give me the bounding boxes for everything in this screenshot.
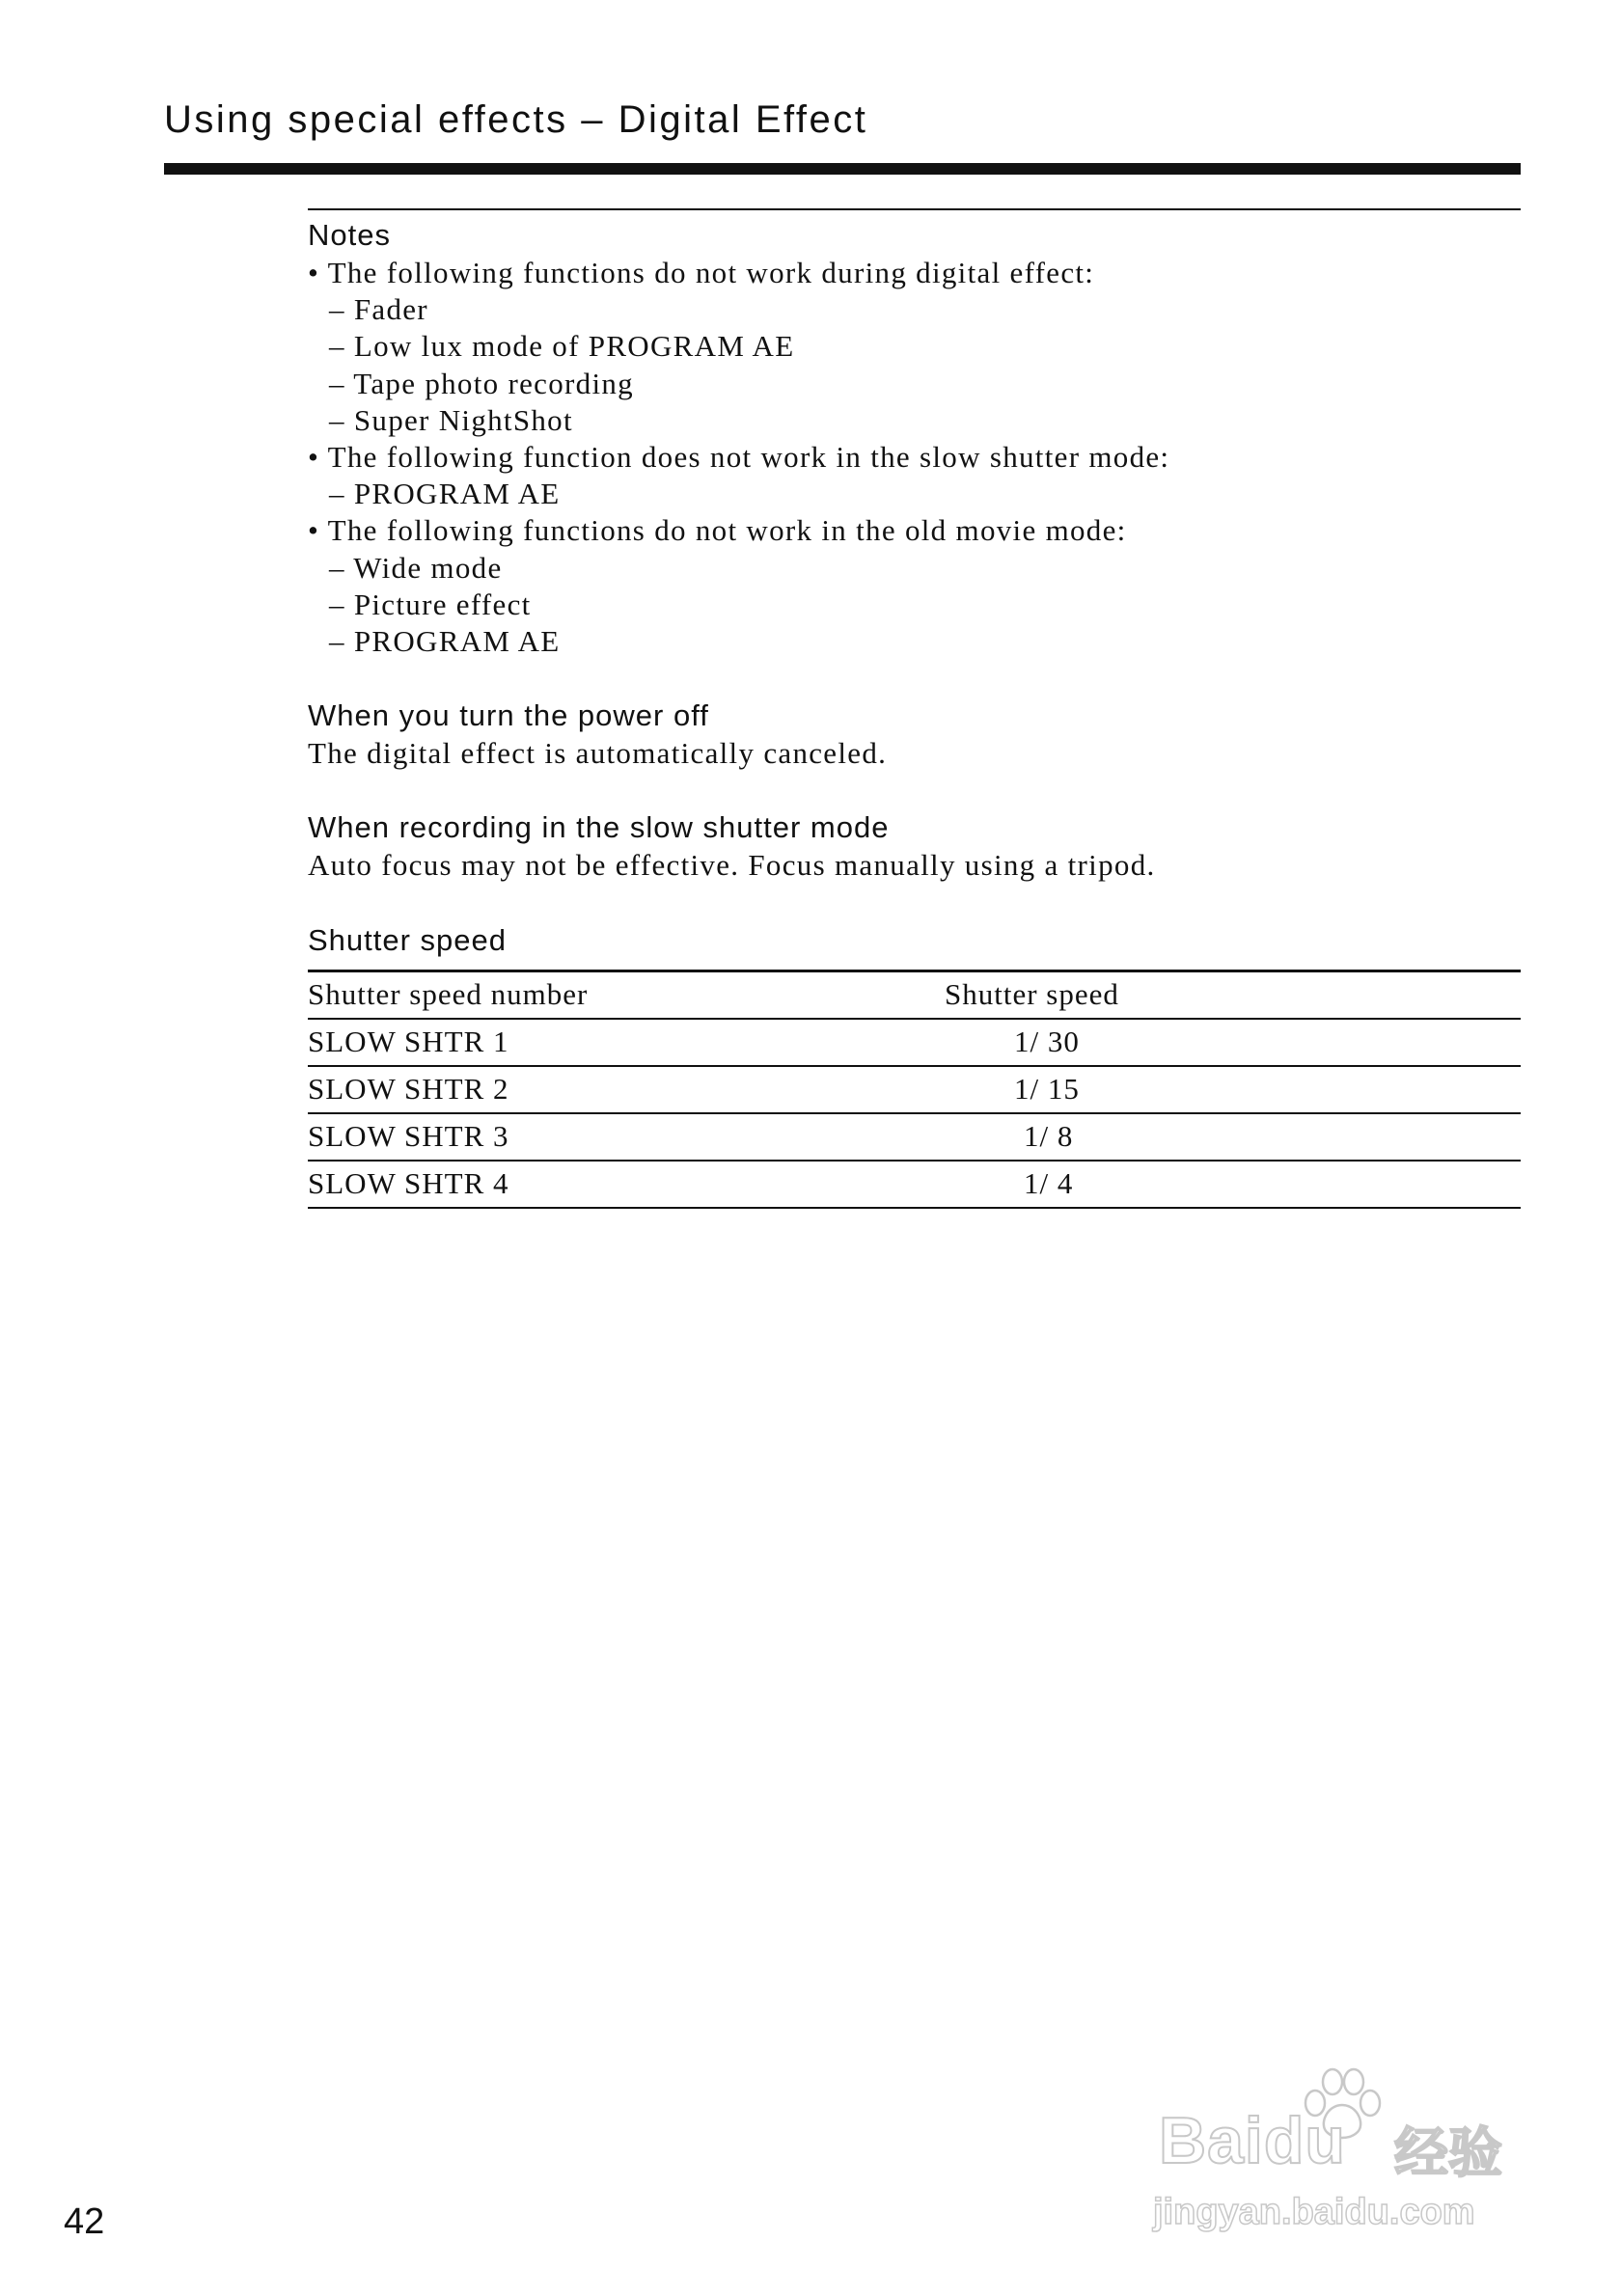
watermark-brand: Baidu <box>1159 2104 1346 2177</box>
content-column <box>308 208 1521 1209</box>
note-line: – PROGRAM AE <box>329 624 561 659</box>
power-off-heading: When you turn the power off <box>308 698 709 733</box>
note-line: – Tape photo recording <box>329 366 634 400</box>
header-rule <box>164 163 1521 175</box>
table-cell: 1/ 15 <box>945 1066 1521 1113</box>
watermark-brand-cn: 经验 <box>1394 2122 1502 2185</box>
page-number: 42 <box>64 2201 105 2242</box>
note-line: • The following functions do not work during digital effect: <box>308 256 1095 289</box>
table-cell: SLOW SHTR 4 <box>308 1161 945 1208</box>
slow-shutter-heading: When recording in the slow shutter mode <box>308 810 890 845</box>
table-header-row <box>308 970 1521 1019</box>
note-line: – Fader <box>329 292 428 327</box>
note-line: – Low lux mode of PROGRAM AE <box>329 329 795 364</box>
note-line: – PROGRAM AE <box>329 477 561 511</box>
table-cell: 1/ 4 <box>945 1161 1521 1208</box>
table-row <box>308 1066 1521 1113</box>
table-cell: SLOW SHTR 1 <box>308 1019 945 1066</box>
notes-list <box>308 255 1521 660</box>
shutter-speed-table <box>308 970 1521 1209</box>
note-line: • The following functions do not work in the old movie mode: <box>308 513 1127 548</box>
baidu-watermark <box>1153 2064 1539 2248</box>
note-line: – Picture effect <box>329 587 532 621</box>
column-header: Shutter speed number <box>308 970 945 1019</box>
note-line: – Super NightShot <box>329 402 573 437</box>
table-row <box>308 1161 1521 1208</box>
table-cell: SLOW SHTR 2 <box>308 1066 945 1113</box>
note-line: – Wide mode <box>329 550 503 585</box>
table-cell: SLOW SHTR 3 <box>308 1113 945 1161</box>
shutter-table-heading: Shutter speed <box>308 922 508 957</box>
watermark-url: jingyan.baidu.com <box>1153 2192 1475 2232</box>
section-divider <box>308 208 1521 210</box>
notes-heading: Notes <box>308 218 391 252</box>
page-header-title: Using special effects – Digital Effect <box>164 98 868 141</box>
power-off-text: The digital effect is automatically canceled. <box>308 736 888 771</box>
note-line: • The following function does not work in the slow shutter mode: <box>308 440 1170 475</box>
table-row <box>308 1019 1521 1066</box>
column-header: Shutter speed <box>945 970 1521 1019</box>
table-cell: 1/ 30 <box>945 1019 1521 1066</box>
slow-shutter-text: Auto focus may not be effective. Focus manually using a tripod. <box>308 848 1156 883</box>
table-row <box>308 1113 1521 1161</box>
table-cell: 1/ 8 <box>945 1113 1521 1161</box>
